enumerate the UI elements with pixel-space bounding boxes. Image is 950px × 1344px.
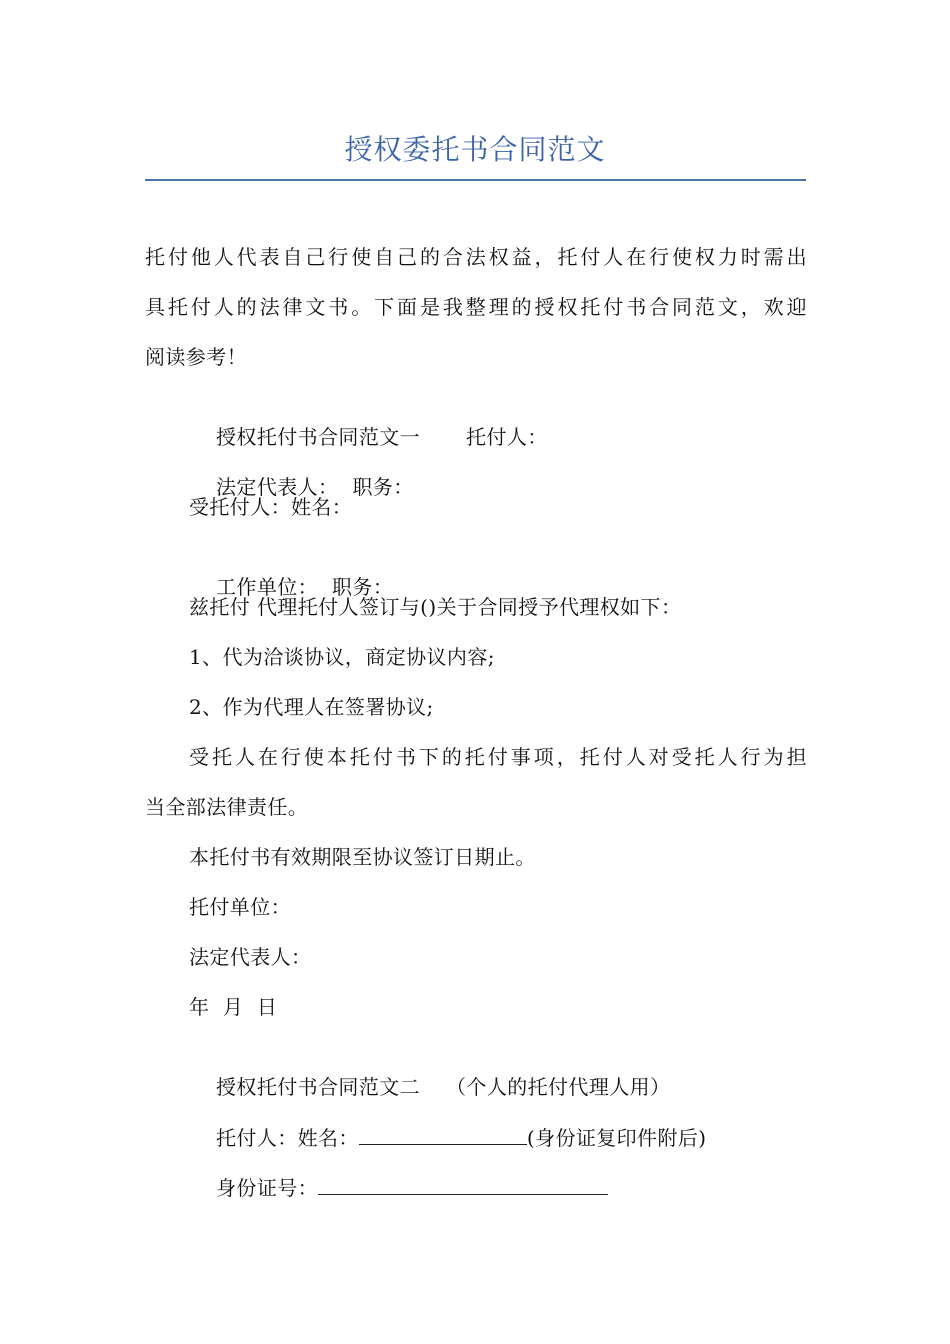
intro-line-2: 具托付人的法律文书。下面是我整理的授权托付书合同范文，欢迎 (145, 295, 807, 319)
date-line: 年 月 日 (189, 995, 278, 1019)
principal-label: 托付人： (466, 425, 548, 449)
principal-name-label: 托付人：姓名： (216, 1126, 359, 1150)
intro-line-3: 阅读参考！ (145, 345, 247, 369)
responsibility-line-2: 当全部法律责任。 (145, 795, 309, 819)
id-copy-note: (身份证复印件附后) (526, 1126, 707, 1150)
id-blank-line (318, 1172, 608, 1195)
list-item: 2、作为代理人在签署协议; (189, 695, 434, 719)
position-label: 职务： (352, 475, 414, 499)
validity-text: 本托付书有效期限至协议签订日期止。 (189, 845, 536, 869)
responsibility-line-1: 受托人在行使本托付书下的托付事项，托付人对受托人行为担 (189, 745, 807, 769)
position-label-2: 职务： (332, 575, 394, 599)
id-number-label: 身份证号： (216, 1176, 319, 1200)
authorization-text: 兹托付 代理托付人签订与()关于合同授予代理权如下： (189, 595, 682, 619)
section2-subtitle: （个人的托付代理人用） (446, 1075, 671, 1099)
legal-rep-label-2: 法定代表人： (189, 945, 312, 969)
work-unit-label: 工作单位： (216, 575, 319, 599)
agent-label: 受托付人：姓名： (189, 495, 353, 519)
document-title: 授权委托书合同范文 (344, 133, 606, 166)
intro-line-1: 托付他人代表自己行使自己的合法权益，托付人在行使权力时需出 (145, 245, 807, 269)
list-item: 1、代为洽谈协议，商定协议内容; (189, 645, 495, 669)
section2-heading: 授权托付书合同范文二 (216, 1075, 421, 1099)
legal-rep-label: 法定代表人： (216, 475, 339, 499)
title-underline (145, 179, 806, 181)
entrusting-unit-label: 托付单位： (189, 895, 291, 919)
id-number-row (189, 1142, 807, 1233)
section1-heading: 授权托付书合同范文一 (216, 425, 421, 449)
